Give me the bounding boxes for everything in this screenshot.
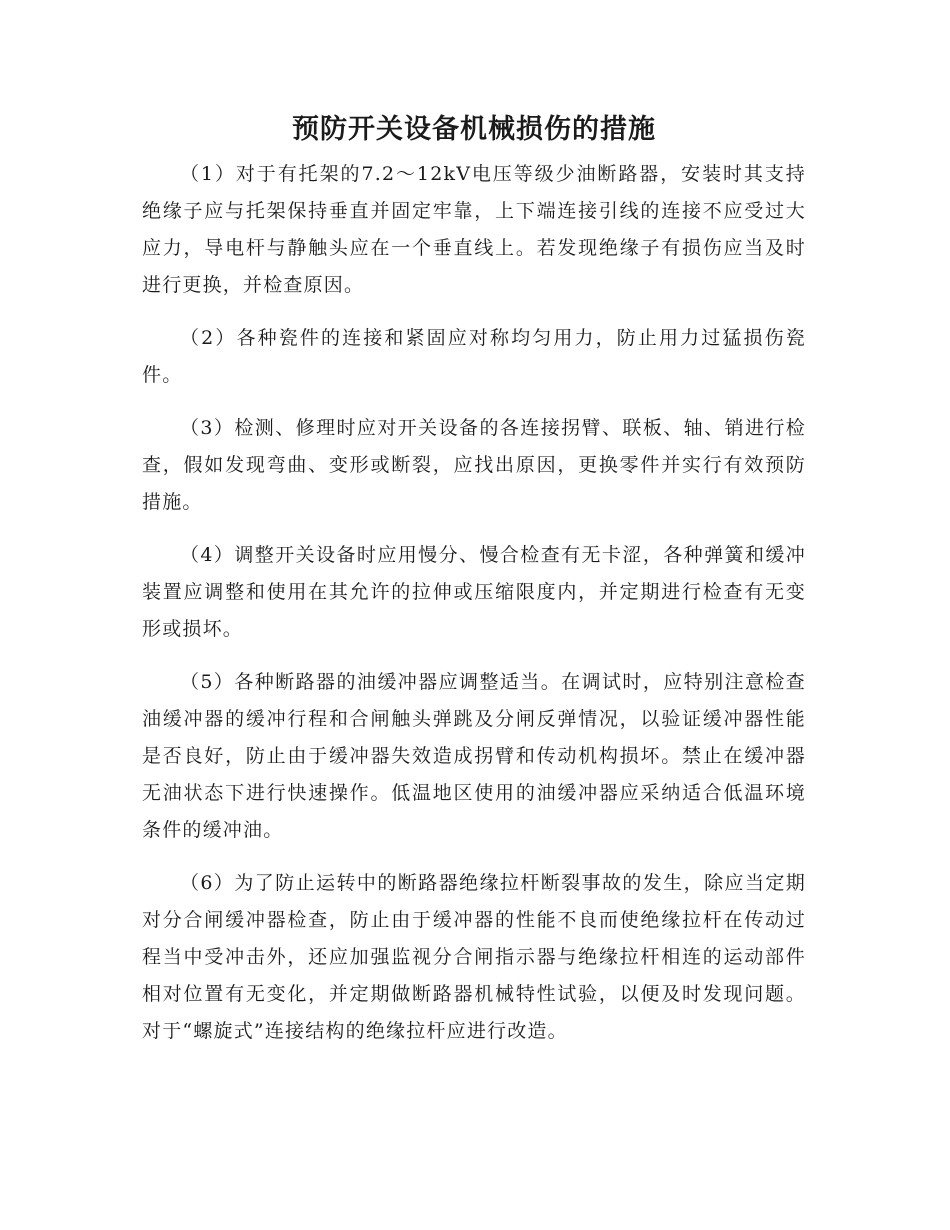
paragraph-2: （2）各种瓷件的连接和紧固应对称均匀用力，防止用力过猛损伤瓷件。 (142, 327, 806, 386)
paragraph-1: （1）对于有托架的7.2～12kV电压等级少油断路器，安装时其支持绝缘子应与托架保持垂直并固定牢靠，上下端连接引线的连接不应受过大应力，导电杆与静触头应在一个垂直线上。若发现绝缘子有损伤应当及时进行更换，并检查原因。 (142, 163, 806, 296)
paragraph-5: （5）各种断路器的油缓冲器应调整适当。在调试时，应特别注意检查油缓冲器的缓冲行程和合闸触头弹跳及分闸反弹情况，以验证缓冲器性能是否良好，防止由于缓冲器失效造成拐臂和传动机构损坏。禁止在缓冲器无油状态下进行快速操作。低温地区使用的油缓冲器应采纳适合低温环境条件的缓冲油。 (142, 671, 806, 841)
paragraph-4: （4）调整开关设备时应用慢分、慢合检查有无卡涩，各种弹簧和缓冲装置应调整和使用在其允许的拉伸或压缩限度内，并定期进行检查有无变形或损坏。 (142, 544, 806, 640)
paragraph-6: （6）为了防止运转中的断路器绝缘拉杆断裂事故的发生，除应当定期对分合闸缓冲器检查，防止由于缓冲器的性能不良而使绝缘拉杆在传动过程当中受冲击外，还应加强监视分合闸指示器与绝缘拉杆相连的运动部件相对位置有无变化，并定期做断路器机械特性试验，以便及时发现问题。对于“螺旋式”连接结构的绝缘拉杆应进行改造。 (142, 872, 806, 1042)
document-title: 预防开关设备机械损伤的措施 (292, 114, 656, 145)
document-page (142, 108, 806, 1066)
paragraph-3: （3）检测、修理时应对开关设备的各连接拐臂、联板、轴、销进行检查，假如发现弯曲、变形或断裂，应找出原因，更换零件并实行有效预防措施。 (142, 417, 806, 513)
